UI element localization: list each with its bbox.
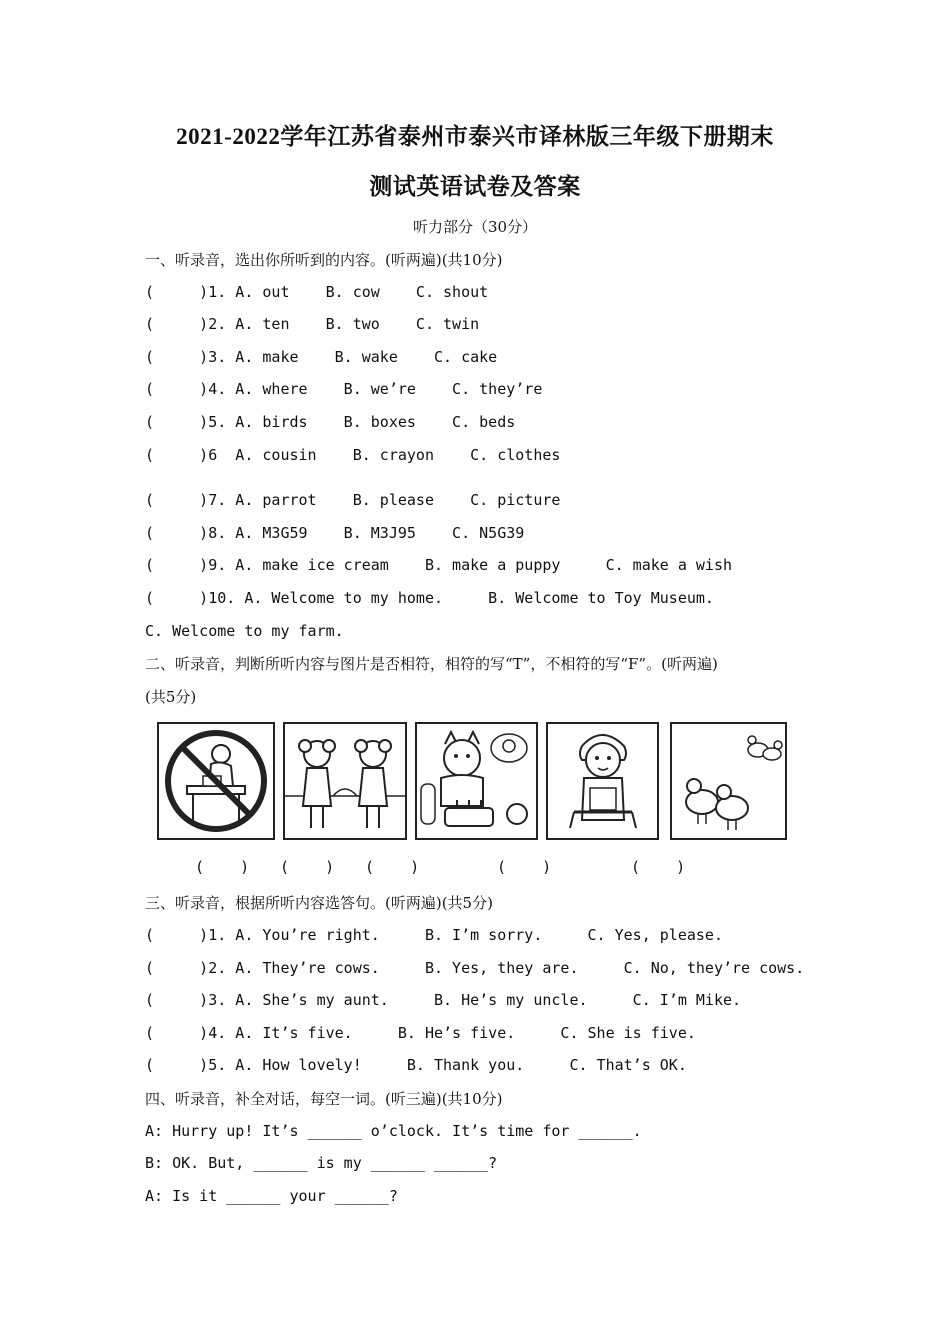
part1-item: ( )5. A. birds B. boxes C. beds — [145, 413, 516, 431]
picture-chickens-ducks — [670, 722, 787, 840]
dialogue-line: B: OK. But, ______ is my ______ ______? — [145, 1154, 498, 1172]
part1-item: ( )1. A. out B. cow C. shout — [145, 283, 489, 301]
doc-title-line1: 2021-2022学年江苏省泰州市泰兴市译林版三年级下册期末 — [176, 124, 774, 149]
part1-item: ( )9. A. make ice cream B. make a puppy C. make a wish — [145, 556, 732, 574]
answer-blank-1[interactable]: ( ) — [195, 858, 250, 876]
doc-title-line2: 测试英语试卷及答案 — [369, 174, 581, 199]
part2-heading-line2: (共5分) — [145, 688, 197, 706]
part3-heading: 三、听录音，根据所听内容选答句。(听两遍)(共5分) — [145, 894, 493, 912]
dialogue-line: A: Hurry up! It’s ______ o’clock. It’s time for ______. — [145, 1122, 642, 1140]
answer-blank-2[interactable]: ( ) — [280, 858, 335, 876]
dialogue-line: A: Is it ______ your ______? — [145, 1187, 398, 1205]
picture-no-writing-sign — [157, 722, 275, 840]
part4-heading: 四、听录音，补全对话，每空一词。(听三遍)(共10分) — [145, 1090, 503, 1108]
no-writing-sign-icon — [159, 724, 273, 838]
part3-item: ( )5. A. How lovely! B. Thank you. C. That’s OK. — [145, 1056, 687, 1074]
part3-item: ( )3. A. She’s my aunt. B. He’s my uncle. C. I’m Mike. — [145, 991, 742, 1009]
picture-cat-with-cake — [415, 722, 538, 840]
answer-blank-4[interactable]: ( ) — [497, 858, 552, 876]
part1-heading: 一、听录音，选出你所听到的内容。(听两遍)(共10分) — [145, 251, 503, 269]
part3-item: ( )1. A. You’re right. B. I’m sorry. C. Yes, please. — [145, 926, 723, 944]
part3-item: ( )4. A. It’s five. B. He’s five. C. She is five. — [145, 1024, 696, 1042]
answer-blank-5[interactable]: ( ) — [631, 858, 686, 876]
part1-item: ( )10. A. Welcome to my home. B. Welcome to Toy Museum. — [145, 589, 714, 607]
chickens-icon — [672, 724, 785, 838]
part3-item: ( )2. A. They’re cows. B. Yes, they are. C. No, they’re cows. — [145, 959, 805, 977]
section-label: 听力部分（30分） — [412, 218, 538, 236]
boy-icon — [548, 724, 657, 838]
part1-item: ( )8. A. M3G59 B. M3J95 C. N5G39 — [145, 524, 525, 542]
picture-boy-standing — [546, 722, 659, 840]
part1-item: ( )6 A. cousin B. crayon C. clothes — [145, 446, 561, 464]
answer-blank-3[interactable]: ( ) — [365, 858, 420, 876]
part1-item: ( )3. A. make B. wake C. cake — [145, 348, 498, 366]
part2-heading-line1: 二、听录音，判断所听内容与图片是否相符，相符的写“T”，不相符的写“F”。(听两遍) — [145, 655, 718, 673]
picture-two-girls — [283, 722, 407, 840]
part1-item: C. Welcome to my farm. — [145, 622, 344, 640]
part1-item: ( )7. A. parrot B. please C. picture — [145, 491, 561, 509]
two-girls-icon — [285, 724, 405, 838]
cat-cake-icon — [417, 724, 536, 838]
part1-item: ( )4. A. where B. we’re C. they’re — [145, 380, 543, 398]
part1-item: ( )2. A. ten B. two C. twin — [145, 315, 480, 333]
